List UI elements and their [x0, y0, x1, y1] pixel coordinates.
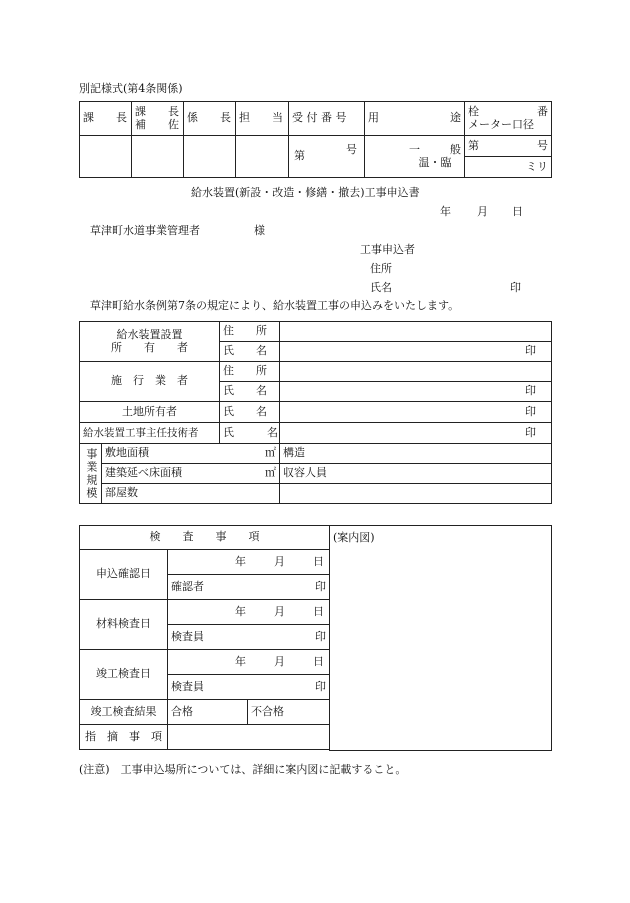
- owner-name-label: 氏 名: [220, 342, 280, 362]
- kachouho-stamp-box[interactable]: [132, 136, 184, 178]
- owner-address-label: 住 所: [220, 322, 280, 342]
- uketsuke-number-box[interactable]: 第: [289, 136, 365, 178]
- tantou-stamp-box[interactable]: [236, 136, 289, 178]
- sen-meter-header: 栓 番 メーター口径: [465, 102, 552, 136]
- applicant-address-label: 住所: [370, 262, 392, 275]
- contractor-address-field[interactable]: [280, 362, 552, 382]
- guide-map-area[interactable]: [330, 526, 552, 751]
- note: (注意) 工事申込場所については、詳細に案内図に記載すること。: [79, 763, 407, 776]
- capacity-field[interactable]: 収容人員: [280, 464, 552, 484]
- material-check-label: 材料検査日: [80, 600, 168, 650]
- contractor-name-field[interactable]: 印: [280, 382, 552, 402]
- app-check-date-field[interactable]: 年 月 日: [168, 550, 330, 575]
- contractor-label: 施 行 業 者: [80, 362, 220, 402]
- owner-address-field[interactable]: [280, 322, 552, 342]
- approval-table: [79, 101, 552, 178]
- empty-field[interactable]: [280, 484, 552, 504]
- form-title: 給水装置(新設・改造・修繕・撤去)工事申込書: [191, 186, 420, 199]
- landowner-name-field[interactable]: 印: [280, 402, 552, 423]
- inspection-table: [79, 525, 552, 751]
- applicant-name-label: 氏名: [370, 281, 392, 294]
- remarks-field[interactable]: [168, 725, 330, 750]
- applicant-label: 工事申込者: [360, 243, 415, 256]
- youto-box[interactable]: 号 一 般 温・臨: [365, 136, 465, 178]
- fail-option[interactable]: 不合格: [248, 700, 330, 725]
- contractor-name-label: 氏 名: [220, 382, 280, 402]
- meter-size-box[interactable]: ミリ: [465, 157, 552, 178]
- completion-date-field[interactable]: 年 月 日: [168, 650, 330, 675]
- engineer-name-label: 氏 名: [220, 423, 280, 444]
- kachouho-header: 課 長 補 佐: [132, 102, 184, 136]
- kachou-header: 課 長: [80, 102, 132, 136]
- kakarichou-stamp-box[interactable]: [184, 136, 236, 178]
- structure-field[interactable]: 構造: [280, 444, 552, 464]
- site-area-field[interactable]: 敷地面積 ㎡: [102, 444, 280, 464]
- date-gatsu: 月: [477, 205, 488, 218]
- completion-inspector-field[interactable]: 検査員 印: [168, 675, 330, 700]
- landowner-name-label: 氏 名: [220, 402, 280, 423]
- material-date-field[interactable]: 年 月 日: [168, 600, 330, 625]
- pass-option[interactable]: 合格: [168, 700, 248, 725]
- inspection-header: 検 査 事 項: [80, 526, 330, 550]
- tantou-header: 担 当: [236, 102, 289, 136]
- remarks-label: 指 摘 事 項: [80, 725, 168, 750]
- material-inspector-field[interactable]: 検査員 印: [168, 625, 330, 650]
- sen-number-box[interactable]: 第 号: [465, 136, 552, 157]
- landowner-label: 土地所有者: [80, 402, 220, 423]
- rooms-field[interactable]: 部屋数: [102, 484, 280, 504]
- uketsuke-header: 受 付 番 号: [289, 102, 365, 136]
- owner-label: 給水装置設置 所 有 者: [80, 322, 220, 362]
- guide-map-label: (案内図): [333, 531, 375, 544]
- owner-name-field[interactable]: 印: [280, 342, 552, 362]
- engineer-name-field[interactable]: 印: [280, 423, 552, 444]
- applicant-seal: 印: [510, 281, 521, 294]
- statement: 草津町給水条例第7条の規定により、給水装置工事の申込みをいたします。: [90, 299, 460, 312]
- application-table: [79, 321, 552, 504]
- date-nichi: 日: [512, 205, 523, 218]
- confirmer-field[interactable]: 確認者 印: [168, 575, 330, 600]
- floor-area-field[interactable]: 建築延べ床面積 ㎡: [102, 464, 280, 484]
- engineer-label: 給水装置工事主任技術者: [80, 423, 220, 444]
- kachou-stamp-box[interactable]: [80, 136, 132, 178]
- addressee-sama: 様: [254, 224, 265, 237]
- date-nen: 年: [440, 205, 451, 218]
- contractor-address-label: 住 所: [220, 362, 280, 382]
- result-label: 竣工検査結果: [80, 700, 168, 725]
- youto-header: 用 途: [365, 102, 465, 136]
- addressee: 草津町水道事業管理者: [90, 224, 200, 237]
- form-label: 別記様式(第4条関係): [79, 82, 183, 95]
- scale-label: 事業規模: [80, 444, 102, 504]
- kakarichou-header: 係 長: [184, 102, 236, 136]
- completion-check-label: 竣工検査日: [80, 650, 168, 700]
- app-check-label: 申込確認日: [80, 550, 168, 600]
